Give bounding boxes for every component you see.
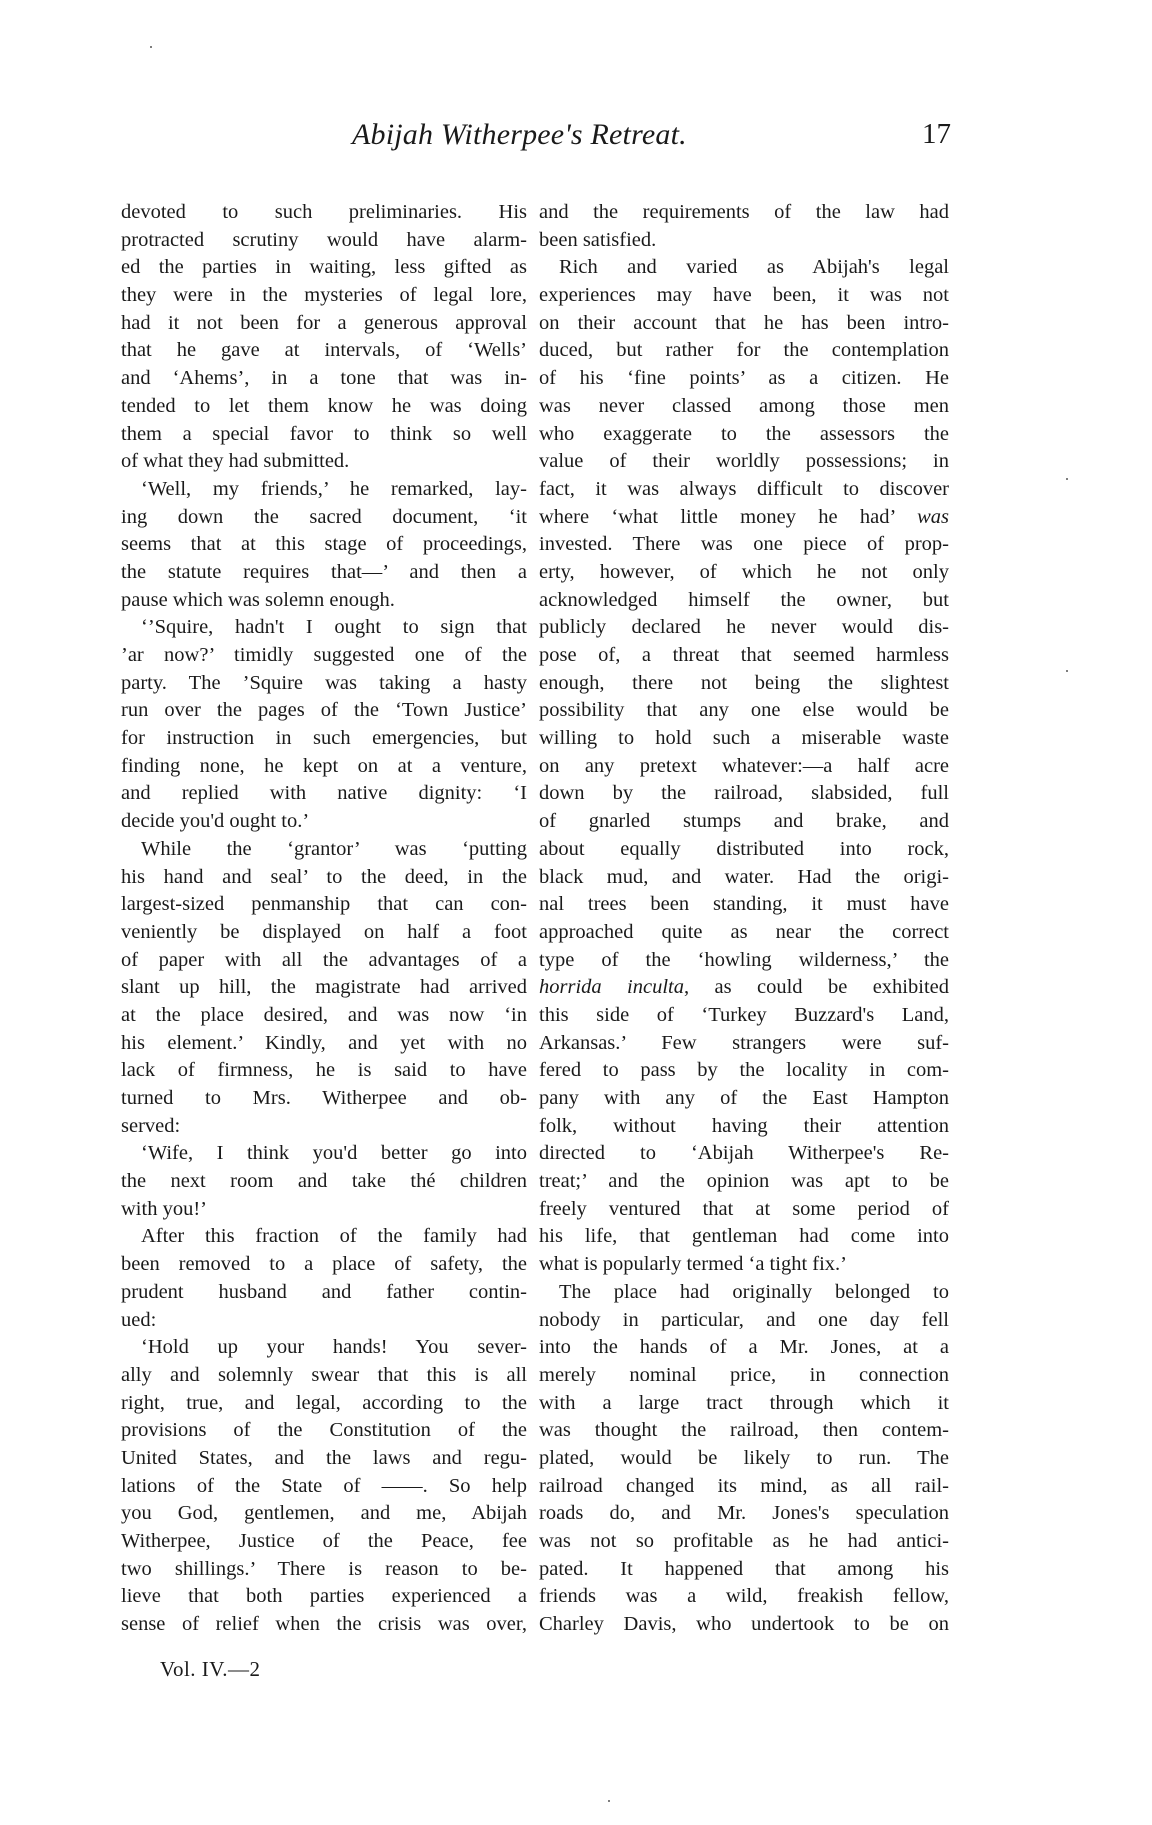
text-line: the next room and take thé children — [121, 1170, 527, 1193]
text-line: was not so profitable as he had antici- — [539, 1530, 949, 1552]
right-column — [539, 199, 949, 1639]
text-line: lack of firmness, he is said to have — [121, 1059, 527, 1082]
text-line: his hand and seal’ to the deed, in the — [121, 865, 527, 888]
text-line: down by the railroad, slabsided, full — [539, 782, 949, 805]
text-line: acknowledged himself the owner, but — [539, 588, 949, 611]
running-head — [0, 118, 1152, 158]
text-line: ‘Hold up your hands! You sever- — [141, 1336, 527, 1359]
left-column — [121, 199, 527, 1639]
text-line: into the hands of a Mr. Jones, at a — [539, 1336, 949, 1359]
text-line: largest-sized penmanship that can con- — [121, 893, 527, 916]
text-line: invested. There was one piece of prop- — [539, 533, 949, 556]
text-line: United States, and the laws and regu- — [121, 1446, 527, 1469]
text-line: right, true, and legal, according to the — [121, 1391, 527, 1414]
text-line: duced, but rather for the contemplation — [539, 339, 949, 362]
text-line: devoted to such preliminaries. His — [121, 201, 527, 223]
italic-phrase: was — [917, 505, 949, 528]
signature-mark: Vol. IV.—2 — [160, 1657, 261, 1681]
text-line: pated. It happened that among his — [539, 1557, 949, 1580]
text-line: that he gave at intervals, of ‘Wells’ — [121, 339, 527, 362]
text-line: fered to pass by the locality in com- — [539, 1059, 949, 1082]
text-line: on their account that he has been intro- — [539, 311, 949, 334]
text-line: fact, it was always difficult to discover — [539, 477, 949, 500]
text-line: sense of relief when the crisis was over, — [121, 1613, 527, 1636]
text-line: served: — [121, 1114, 181, 1137]
paper-speck — [1066, 478, 1068, 480]
text-line: with a large tract through which it — [539, 1391, 949, 1414]
text-line: they were in the mysteries of legal lore, — [121, 284, 527, 307]
paper-speck — [150, 46, 152, 48]
text-line: the statute requires that—’ and then a — [121, 560, 527, 583]
text-line: and the requirements of the law had — [539, 201, 949, 223]
text-line: this side of ‘Turkey Buzzard's Land, — [539, 1003, 949, 1026]
text-line: finding none, he kept on at a venture, — [121, 754, 527, 777]
text-line: for instruction in such emergencies, but — [121, 727, 527, 750]
text-line: Witherpee, Justice of the Peace, fee — [121, 1530, 527, 1552]
text-line: had it not been for a generous approval — [121, 311, 527, 334]
text-line: his element.’ Kindly, and yet with no — [121, 1031, 527, 1054]
text-line: type of the ‘howling wilderness,’ the — [539, 948, 949, 971]
text-line: party. The ’Squire was taking a hasty — [121, 671, 527, 694]
text-line: about equally distributed into rock, — [539, 837, 949, 860]
text-line: publicly declared he never would dis- — [539, 616, 949, 639]
text-line: at the place desired, and was now ‘in — [121, 1003, 527, 1026]
text-line: experiences may have been, it was not — [539, 284, 949, 307]
text-line: freely ventured that at some period of — [539, 1197, 949, 1220]
text-line: merely nominal price, in connection — [539, 1363, 949, 1386]
text-line: pause which was solemn enough. — [121, 588, 395, 611]
italic-phrase: horrida inculta — [539, 976, 684, 999]
text-line: and ‘Ahems’, in a tone that was in- — [121, 367, 527, 390]
text-line: and replied with native dignity: ‘I — [121, 782, 527, 805]
text-line: prudent husband and father contin- — [121, 1280, 527, 1303]
text-line: tended to let them know he was doing — [121, 394, 527, 417]
text-line: While the ‘grantor’ was ‘putting — [141, 837, 527, 860]
text-line: folk, without having their attention — [539, 1114, 949, 1137]
text-line: seems that at this stage of proceedings, — [121, 533, 527, 556]
text-line: slant up hill, the magistrate had arrived — [121, 976, 527, 999]
text-line: directed to ‘Abijah Witherpee's Re- — [539, 1142, 949, 1165]
paper-speck — [1066, 670, 1068, 672]
text-line: what is popularly termed ‘a tight fix.’ — [539, 1253, 847, 1276]
text-line: willing to hold such a miserable waste — [539, 727, 949, 750]
text-line: Arkansas.’ Few strangers were suf- — [539, 1031, 949, 1054]
text-line: ‘’Squire, hadn't I ought to sign that — [141, 616, 527, 639]
running-title: Abijah Witherpee's Retreat. — [352, 118, 687, 151]
text-line: been removed to a place of safety, the — [121, 1253, 527, 1276]
text-line: ally and solemnly swear that this is all — [121, 1363, 527, 1386]
text-line: where ‘what little money he had’ was — [539, 505, 949, 528]
text-line: ‘Well, my friends,’ he remarked, lay- — [141, 477, 527, 500]
paper-speck — [608, 1800, 610, 1802]
text-line: been satisfied. — [539, 228, 657, 251]
text-line: nal trees been standing, it must have — [539, 893, 949, 916]
text-line: who exaggerate to the assessors the — [539, 422, 949, 445]
text-line: roads do, and Mr. Jones's speculation — [539, 1502, 949, 1525]
text-line: his life, that gentleman had come into — [539, 1225, 949, 1248]
text-line: of paper with all the advantages of a — [121, 948, 527, 971]
text-line: horrida inculta, as could be exhibited — [539, 976, 949, 999]
text-line: was thought the railroad, then contem- — [539, 1419, 949, 1442]
text-line: them a special favor to think so well — [121, 422, 527, 445]
text-line: nobody in particular, and one day fell — [539, 1308, 949, 1331]
text-line: Rich and varied as Abijah's legal — [559, 256, 949, 279]
text-line: Charley Davis, who undertook to be on — [539, 1613, 949, 1636]
text-line: The place had originally belonged to — [559, 1280, 949, 1303]
text-line: lations of the State of ——. So help — [121, 1474, 527, 1497]
text-line: pose of, a threat that seemed harmless — [539, 644, 949, 666]
text-line: with you!’ — [121, 1197, 207, 1220]
text-line: railroad changed its mind, as all rail- — [539, 1474, 949, 1497]
text-line: friends was a wild, freakish fellow, — [539, 1585, 949, 1608]
text-line: ’ar now?’ timidly suggested one of the — [121, 644, 527, 666]
text-line: of his ‘fine points’ as a citizen. He — [539, 367, 949, 390]
text-line: possibility that any one else would be — [539, 699, 949, 722]
text-line: lieve that both parties experienced a — [121, 1585, 527, 1608]
text-line: of gnarled stumps and brake, and — [539, 810, 949, 833]
text-line: run over the pages of the ‘Town Justice’ — [121, 699, 527, 722]
text-line: ing down the sacred document, ‘it — [121, 505, 527, 528]
text-line: ed the parties in waiting, less gifted as — [121, 256, 527, 279]
text-line: enough, there not being the slightest — [539, 671, 949, 694]
text-line: treat;’ and the opinion was apt to be — [539, 1170, 949, 1193]
text-line: veniently be displayed on half a foot — [121, 920, 527, 943]
text-line: value of their worldly possessions; in — [539, 450, 949, 473]
text-line: protracted scrutiny would have alarm- — [121, 228, 527, 251]
text-line: decide you'd ought to.’ — [121, 810, 310, 833]
text-line: turned to Mrs. Witherpee and ob- — [121, 1087, 527, 1109]
text-line: ‘Wife, I think you'd better go into — [141, 1142, 527, 1165]
text-line: pany with any of the East Hampton — [539, 1087, 949, 1109]
text-line: you God, gentlemen, and me, Abijah — [121, 1502, 527, 1525]
text-line: erty, however, of which he not only — [539, 560, 949, 583]
text-line: black mud, and water. Had the origi- — [539, 865, 949, 888]
text-line: of what they had submitted. — [121, 450, 350, 473]
text-line: was never classed among those men — [539, 394, 949, 417]
text-line: ued: — [121, 1308, 157, 1331]
text-line: two shillings.’ There is reason to be- — [121, 1557, 527, 1580]
text-line: After this fraction of the family had — [141, 1225, 527, 1248]
text-line: approached quite as near the correct — [539, 920, 949, 943]
text-line: plated, would be likely to run. The — [539, 1446, 949, 1469]
text-line: on any pretext whatever:—a half acre — [539, 754, 949, 777]
text-line: provisions of the Constitution of the — [121, 1419, 527, 1442]
page-number: 17 — [922, 118, 951, 150]
